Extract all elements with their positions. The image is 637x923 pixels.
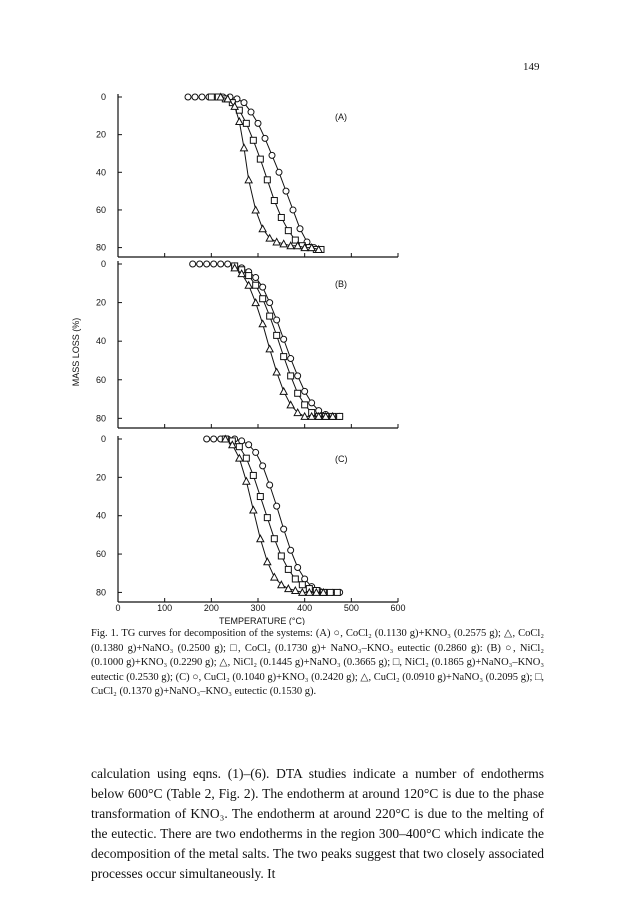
data-point-circle (274, 317, 280, 323)
data-point-triangle (250, 506, 257, 513)
data-point-triangle (241, 144, 248, 151)
y-tick-label: 40 (95, 336, 106, 347)
y-tick-label: 20 (95, 129, 106, 140)
panel-label: (A) (335, 112, 347, 122)
data-point-circle (241, 100, 247, 106)
page-number: 149 (523, 61, 540, 73)
series-line-square (211, 97, 321, 249)
y-tick-label: 80 (95, 242, 106, 253)
data-point-square (246, 273, 252, 279)
data-point-square (264, 177, 270, 183)
data-point-square (243, 455, 249, 461)
data-point-square (278, 553, 284, 559)
data-point-triangle (273, 369, 280, 376)
data-point-circle (197, 261, 203, 267)
data-point-square (243, 120, 249, 126)
data-point-triangle (252, 206, 259, 213)
panel-label: (B) (335, 279, 347, 289)
y-tick-label: 80 (95, 587, 106, 598)
panel-label: (C) (335, 454, 348, 464)
data-point-square (334, 589, 340, 595)
data-point-circle (288, 356, 294, 362)
data-point-square (299, 582, 305, 588)
data-point-triangle (245, 176, 252, 183)
x-tick-label: 100 (157, 603, 173, 613)
data-point-square (267, 313, 273, 319)
data-point-triangle (243, 478, 250, 485)
data-point-circle (295, 373, 301, 379)
y-tick-label: 0 (100, 92, 106, 102)
data-point-square (278, 214, 284, 220)
data-point-square (236, 444, 242, 450)
data-point-circle (274, 503, 280, 509)
data-point-square (281, 354, 287, 360)
data-point-square (327, 589, 333, 595)
figure-caption: Fig. 1. TG curves for decomposition of the systems: (A) ○, CoCl₂ (0.1130 g)+KNO₃ (0.2575 g); △, CoCl₂ (0.1380 g)+NaNO₃ (0.2500 g); □, CoCl₂ (0.1730 g)+ NaNO₃–KNO₃ eutectic (0.2860 g): (B) ○, NiCl₂ (0.1000 g)+KNO₃ (0.2290 g); △, NiCl₂ (0.1445 g)+NaNO₃ (0.3665 g); □, NiCl₂ (0.1865 g)+NaNO₃–KNO₃ eutectic (0.2530 g); (C) ○, CuCl₂ (0.1040 g)+KNO₃ (0.2420 g); △, CuCl₂ (0.0910 g)+NaNO₃ (0.2095 g); □, CuCl₂ (0.1370 g)+NaNO₃–KNO₃ eutectic (0.1530 g). (91, 628, 544, 697)
x-tick-label: 200 (203, 603, 219, 613)
data-point-circle (267, 300, 273, 306)
data-point-triangle (280, 388, 287, 395)
data-point-square (271, 536, 277, 542)
data-point-square (264, 515, 270, 521)
data-point-triangle (287, 401, 294, 408)
data-point-circle (295, 564, 301, 570)
series-line-circle (207, 439, 340, 592)
data-point-square (302, 402, 308, 408)
data-point-circle (211, 436, 217, 442)
data-point-square (271, 198, 277, 204)
y-axis-label: MASS LOSS (%) (71, 317, 81, 387)
data-point-square (285, 228, 291, 234)
series-line-square (225, 439, 337, 592)
data-point-triangle (257, 535, 264, 542)
data-point-triangle (271, 574, 278, 581)
data-point-circle (246, 442, 252, 448)
data-point-triangle (236, 118, 243, 125)
y-tick-label: 60 (95, 374, 106, 385)
data-point-circle (269, 152, 275, 158)
data-point-triangle (245, 282, 252, 289)
data-point-square (337, 413, 343, 419)
data-point-square (285, 566, 291, 572)
series-line-circle (193, 264, 340, 416)
x-tick-label: 0 (115, 603, 121, 613)
data-point-circle (225, 261, 231, 267)
data-point-triangle (236, 455, 243, 462)
data-point-circle (267, 482, 273, 488)
data-point-circle (204, 436, 210, 442)
data-point-square (288, 373, 294, 379)
data-point-circle (283, 188, 289, 194)
x-tick-label: 400 (297, 603, 313, 613)
data-point-square (292, 576, 298, 582)
x-tick-label: 500 (343, 603, 359, 613)
y-tick-label: 80 (95, 413, 106, 424)
data-point-triangle (259, 320, 266, 327)
data-point-circle (281, 336, 287, 342)
data-point-circle (199, 94, 205, 100)
data-point-triangle (252, 299, 259, 306)
y-tick-label: 40 (95, 167, 106, 178)
data-point-square (250, 137, 256, 143)
y-tick-label: 20 (95, 297, 106, 308)
data-point-circle (253, 449, 259, 455)
x-axis-label: TEMPERATURE (°C) (219, 616, 305, 625)
data-point-triangle (264, 558, 271, 565)
data-point-circle (185, 94, 191, 100)
data-point-circle (281, 526, 287, 532)
y-tick-label: 40 (95, 510, 106, 521)
x-tick-label: 600 (390, 603, 406, 613)
data-point-square (257, 494, 263, 500)
series-line-triangle (221, 97, 319, 249)
data-point-circle (288, 547, 294, 553)
data-point-circle (260, 284, 266, 290)
data-point-circle (253, 275, 259, 281)
data-point-square (274, 332, 280, 338)
y-tick-label: 0 (100, 259, 106, 269)
data-point-circle (297, 226, 303, 232)
data-point-circle (239, 438, 245, 444)
data-point-circle (204, 261, 210, 267)
data-point-triangle (273, 238, 280, 245)
data-point-triangle (266, 345, 273, 352)
data-point-circle (290, 207, 296, 213)
data-point-circle (192, 94, 198, 100)
y-tick-label: 60 (95, 204, 106, 215)
data-point-square (250, 472, 256, 478)
data-point-triangle (259, 225, 266, 232)
data-point-circle (248, 109, 254, 115)
y-tick-label: 0 (100, 434, 106, 444)
data-point-circle (276, 169, 282, 175)
body-paragraph: calculation using eqns. (1)–(6). DTA studies indicate a number of endotherms below 600°C (Table 2, Fig. 2). The endotherm at around 120°C is due to the phase transformation of KNO₃. The endotherm at around 220°C is due to the melting of the eutectic. There are two endotherms in the region 300–400°C which indicate the decomposition of the metal salts. The two peaks suggest that two closely associated processes occur simultaneously. It (91, 766, 544, 881)
data-point-square (257, 156, 263, 162)
data-point-circle (260, 463, 266, 469)
data-point-circle (302, 388, 308, 394)
series-line-triangle (225, 439, 323, 592)
data-point-square (208, 94, 214, 100)
data-point-circle (302, 576, 308, 582)
data-point-circle (218, 261, 224, 267)
x-tick-label: 300 (250, 603, 266, 613)
data-point-circle (255, 120, 261, 126)
y-tick-label: 20 (95, 472, 106, 483)
data-point-circle (309, 400, 315, 406)
data-point-square (260, 296, 266, 302)
data-point-circle (190, 261, 196, 267)
data-point-square (295, 390, 301, 396)
data-point-circle (262, 135, 268, 141)
data-point-square (253, 282, 259, 288)
data-point-circle (211, 261, 217, 267)
y-tick-label: 60 (95, 549, 106, 560)
data-point-triangle (285, 585, 292, 592)
